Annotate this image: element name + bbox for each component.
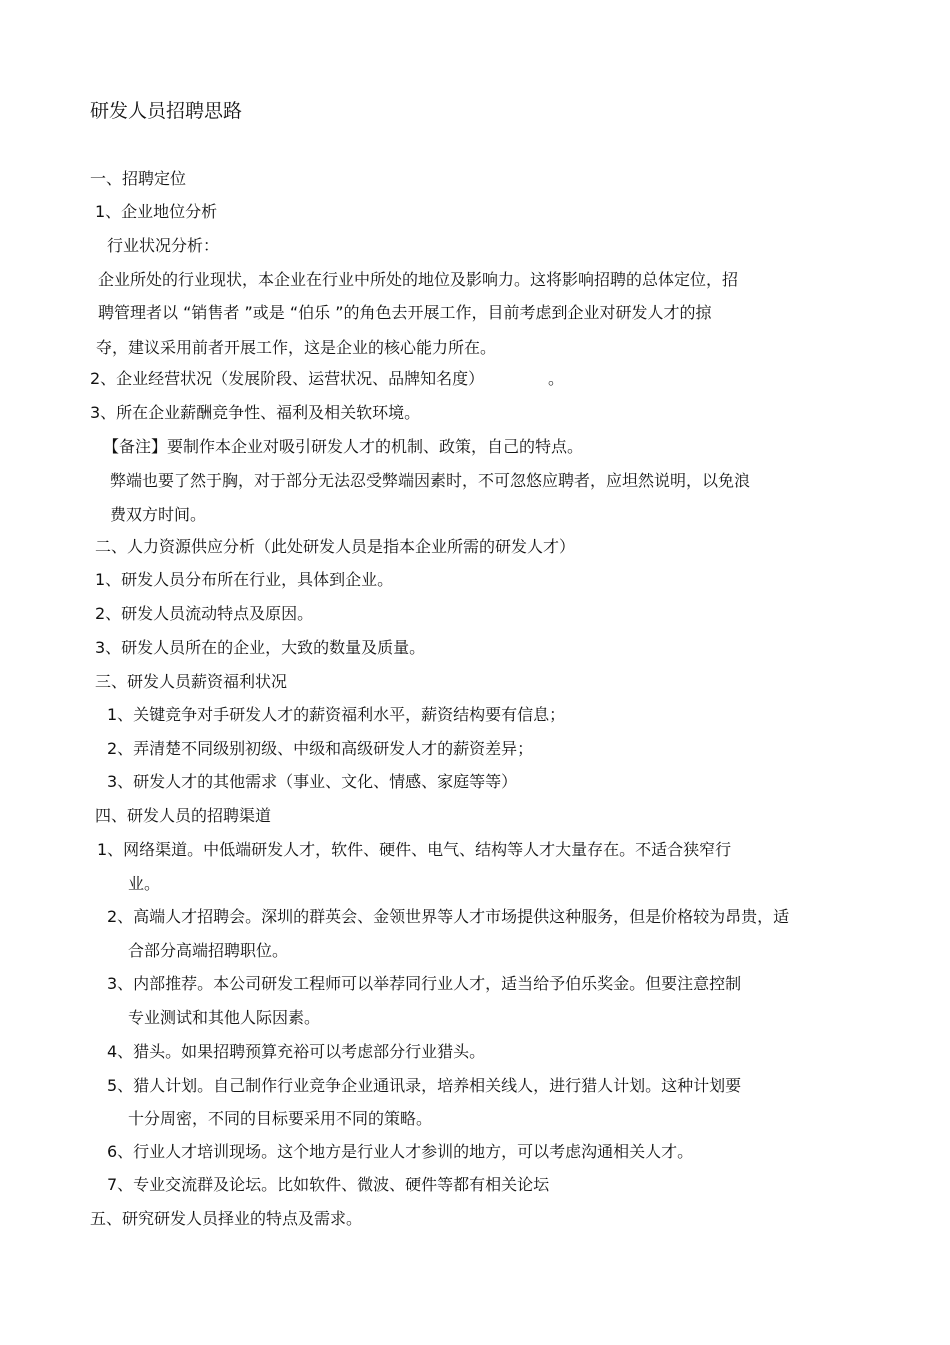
list-item: 3、研发人才的其他需求（事业、文化、情感、家庭等等）	[107, 772, 518, 791]
section-heading-3: 三、研发人员薪资福利状况	[95, 672, 288, 691]
paragraph-line: 聘管理者以 “销售者 ”或是 “伯乐 ”的角色去开展工作，目前考虑到企业对研发人才的掠	[98, 303, 712, 322]
paragraph-line: 弊端也要了然于胸，对于部分无法忍受弊端因素时，不可忽悠应聘者，应坦然说明，以免浪	[110, 471, 751, 490]
list-item: 4、猎头。如果招聘预算充裕可以考虑部分行业猎头。	[107, 1042, 486, 1061]
list-item: 2、高端人才招聘会。深圳的群英会、金领世界等人才市场提供这种服务，但是价格较为昂贵，适	[107, 907, 790, 926]
list-item: 3、研发人员所在的企业，大致的数量及质量。	[95, 638, 426, 657]
list-item-continuation: 十分周密，不同的目标要采用不同的策略。	[128, 1109, 433, 1128]
list-item: 2、弄清楚不同级别初级、中级和高级研发人才的薪资差异；	[107, 739, 534, 758]
list-item: 1、关键竞争对手研发人才的薪资福利水平，薪资结构要有信息；	[107, 705, 566, 724]
subheading: 行业状况分析：	[107, 236, 220, 255]
paragraph-line: 夺，建议采用前者开展工作，这是企业的核心能力所在。	[96, 338, 497, 357]
note-line: 【备注】要制作本企业对吸引研发人才的机制、政策，自己的特点。	[103, 437, 584, 456]
document-title: 研发人员招聘思路	[90, 100, 243, 122]
section-heading-4: 四、研发人员的招聘渠道	[95, 806, 272, 825]
list-item-continuation: 合部分高端招聘职位。	[128, 941, 289, 960]
list-item-continuation: 业。	[128, 874, 161, 893]
paragraph-line: 费双方时间。	[110, 505, 207, 524]
section-heading-1: 一、招聘定位	[90, 169, 187, 188]
list-item-continuation: 专业测试和其他人际因素。	[128, 1008, 321, 1027]
paragraph-line: 企业所处的行业现状，本企业在行业中所处的地位及影响力。这将影响招聘的总体定位，招	[98, 270, 739, 289]
list-item: 1、研发人员分布所在行业，具体到企业。	[95, 570, 394, 589]
section-heading-2: 二、人力资源供应分析（此处研发人员是指本企业所需的研发人才）	[95, 537, 576, 556]
list-item: 6、行业人才培训现场。这个地方是行业人才参训的地方，可以考虑沟通相关人才。	[107, 1142, 694, 1161]
list-item: 1、企业地位分析	[95, 202, 218, 221]
list-item: 3、所在企业薪酬竞争性、福利及相关软环境。	[90, 403, 421, 422]
list-item: 2、企业经营状况（发展阶段、运营状况、品牌知名度）	[90, 369, 485, 388]
list-item: 7、专业交流群及论坛。比如软件、微波、硬件等都有相关论坛	[107, 1175, 550, 1194]
list-item: 5、猎人计划。自己制作行业竞争企业通讯录，培养相关线人，进行猎人计划。这种计划要	[107, 1076, 742, 1095]
section-heading-5: 五、研究研发人员择业的特点及需求。	[90, 1209, 363, 1228]
trailing-mark: 。	[548, 369, 565, 388]
list-item: 1、网络渠道。中低端研发人才，软件、硬件、电气、结构等人才大量存在。不适合狭窄行	[97, 840, 732, 859]
list-item: 2、研发人员流动特点及原因。	[95, 604, 314, 623]
list-item: 3、内部推荐。本公司研发工程师可以举荐同行业人才，适当给予伯乐奖金。但要注意控制	[107, 974, 742, 993]
